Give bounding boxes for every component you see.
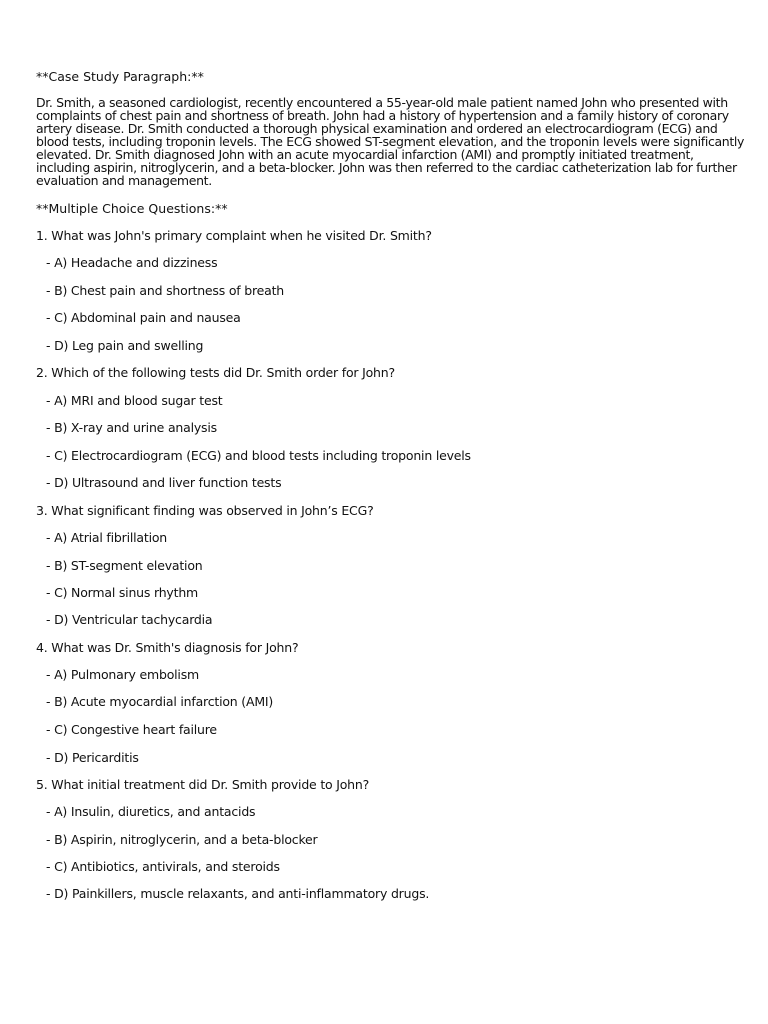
question-4-option-b: - B) Acute myocardial infarction (AMI) — [46, 694, 274, 709]
document-page — [36, 0, 745, 1024]
paragraph-line: including aspirin, nitroglycerin, and a beta-blocker. John was then referred to the cardiac catheterization lab for further — [36, 160, 737, 175]
question-3-option-d: - D) Ventricular tachycardia — [46, 612, 213, 627]
question-5-option-a: - A) Insulin, diuretics, and antacids — [46, 804, 256, 819]
question-3-option-c: - C) Normal sinus rhythm — [46, 585, 199, 600]
question-4: 4. What was Dr. Smith's diagnosis for John? — [36, 640, 299, 655]
question-4-option-a: - A) Pulmonary embolism — [46, 667, 199, 682]
question-3: 3. What significant finding was observed in John’s ECG? — [36, 503, 374, 518]
paragraph-line: blood tests, including troponin levels. The ECG showed ST-segment elevation, and the troponin levels were significantly — [36, 134, 745, 149]
question-2-option-c: - C) Electrocardiogram (ECG) and blood tests including troponin levels — [46, 448, 471, 463]
case-study-paragraph — [36, 95, 745, 188]
paragraph-line: elevated. Dr. Smith diagnosed John with an acute myocardial infarction (AMI) and promptly initiated treatment, — [36, 147, 694, 162]
question-3-option-b: - B) ST-segment elevation — [46, 558, 203, 573]
question-5-option-d: - D) Painkillers, muscle relaxants, and anti-inflammatory drugs. — [46, 886, 430, 901]
question-5-option-c: - C) Antibiotics, antivirals, and steroids — [46, 859, 280, 874]
question-3-option-a: - A) Atrial fibrillation — [46, 530, 168, 545]
question-2-option-d: - D) Ultrasound and liver function tests — [46, 475, 282, 490]
paragraph-line: artery disease. Dr. Smith conducted a thorough physical examination and ordered an electrocardiogram (ECG) and — [36, 121, 718, 136]
question-1-option-c: - C) Abdominal pain and nausea — [46, 310, 241, 325]
question-1-option-a: - A) Headache and dizziness — [46, 255, 218, 270]
question-5: 5. What initial treatment did Dr. Smith provide to John? — [36, 777, 370, 792]
question-2-option-b: - B) X-ray and urine analysis — [46, 420, 217, 435]
question-4-option-d: - D) Pericarditis — [46, 750, 139, 765]
mcq-heading: **Multiple Choice Questions:** — [36, 201, 228, 216]
paragraph-line: evaluation and management. — [36, 173, 212, 188]
case-study-heading: **Case Study Paragraph:** — [36, 69, 204, 84]
question-5-option-b: - B) Aspirin, nitroglycerin, and a beta-blocker — [46, 832, 318, 847]
question-2: 2. Which of the following tests did Dr. Smith order for John? — [36, 365, 395, 380]
question-1-option-d: - D) Leg pain and swelling — [46, 338, 204, 353]
question-1: 1. What was John's primary complaint when he visited Dr. Smith? — [36, 228, 432, 243]
question-2-option-a: - A) MRI and blood sugar test — [46, 393, 223, 408]
question-4-option-c: - C) Congestive heart failure — [46, 722, 217, 737]
paragraph-line: Dr. Smith, a seasoned cardiologist, recently encountered a 55-year-old male patient named John who presented with — [36, 95, 728, 110]
paragraph-line: complaints of chest pain and shortness of breath. John had a history of hypertension and a family history of coronary — [36, 108, 729, 123]
question-1-option-b: - B) Chest pain and shortness of breath — [46, 283, 285, 298]
